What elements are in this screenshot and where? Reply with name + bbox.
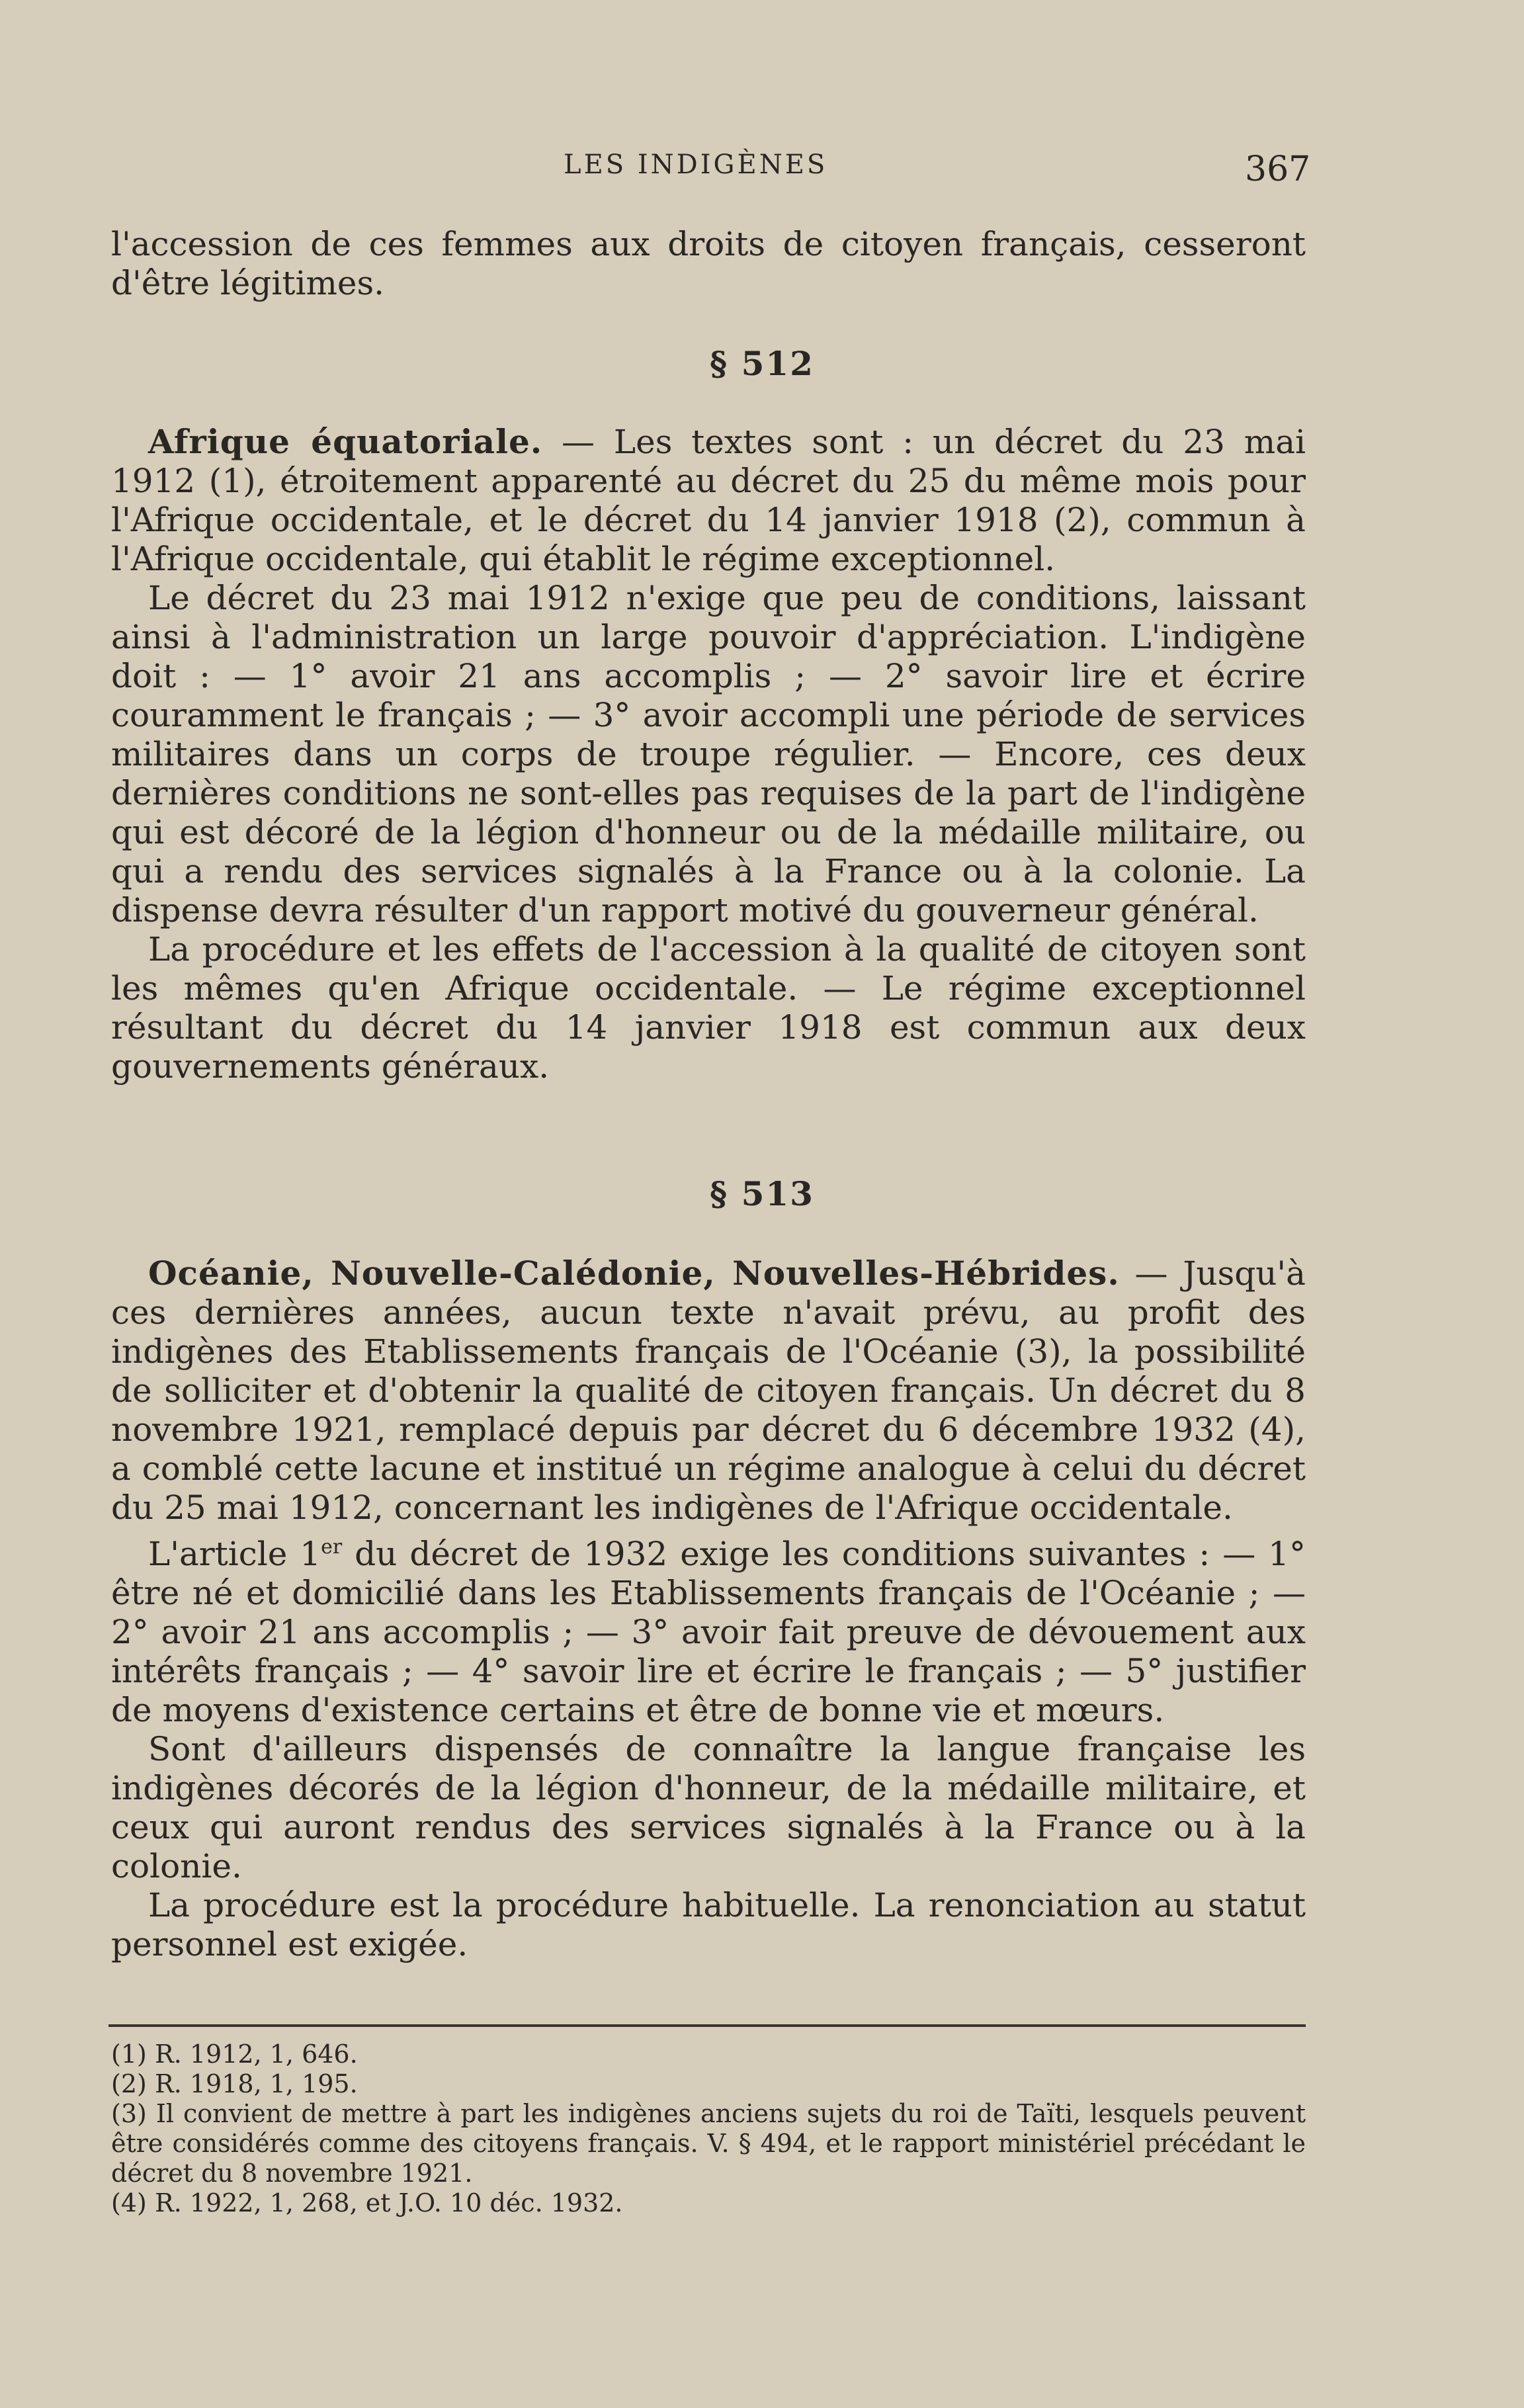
page-header — [0, 150, 1524, 196]
section-512-paragraph-2: Le décret du 23 mai 1912 n'exige que peu de conditions, laissant ainsi à l'administration un large pouvoir d'appréciation. L'indigène doit : — 1° avoir 21 ans accomplis ; — 2° savoir lire et écrire couramment le français ; — 3° avoir accompli une période de services militaires dans un corps de troupe régulier. — Encore, ces deux dernières conditions ne sont-elles pas requises de la part de l'indigène qui est décoré de la légion d'honneur ou de la médaille militaire, ou qui a rendu des services signalés à la France ou à la colonie. La dispense devra résulter d'un rapport motivé du gouverneur général. — [111, 579, 1306, 929]
footnote-text: R. 1912, 1, 646. — [155, 2040, 358, 2069]
footnote-divider — [108, 2024, 1306, 2027]
footnote-text: Il convient de mettre à part les indigènes anciens sujets du roi de Taïti, lesquels peuvent être considérés comme des citoyens français. V. § 494, et le rapport ministériel précédant le décret du 8 novembre 1921. — [111, 2099, 1306, 2188]
section-512-heading: Afrique équatoriale. — [148, 422, 543, 461]
section-513-paragraph-3: Sont d'ailleurs dispensés de connaître la langue française les indigènes décorés de la légion d'honneur, de la médaille militaire, et ceux qui auront rendus des services signalés à la France ou à la colonie. — [111, 1730, 1306, 1885]
footnote-text: R. 1918, 1, 195. — [155, 2069, 358, 2098]
section-512-body — [111, 422, 1306, 1086]
footnote-number: (3) — [111, 2099, 147, 2128]
superscript-er: er — [321, 1535, 343, 1559]
running-title: LES INDIGÈNES — [564, 150, 828, 180]
section-512-number: § 512 — [710, 344, 814, 383]
section-512-paragraph-3: La procédure et les effets de l'accession à la qualité de citoyen sont les mêmes qu'en Afrique occidentale. — Le régime exceptionnel résultant du décret du 14 janvier 1918 est commun aux deux gouvernements généraux. — [111, 930, 1306, 1086]
footnote-number: (4) — [111, 2188, 147, 2217]
section-513-p2-start: L'article 1 — [148, 1535, 321, 1573]
section-513-paragraph-4: La procédure est la procédure habituelle. La renonciation au statut personnel est exigée. — [111, 1886, 1306, 1963]
footnote — [111, 2040, 1306, 2069]
section-513-number: § 513 — [710, 1174, 814, 1213]
section-513-p2-text: du décret de 1932 exige les conditions suivantes : — 1° être né et domicilié dans les Etablissements français de l'Océanie ; — 2° avoir 21 ans accomplis ; — 3° avoir fait preuve de dévouement aux intérêts français ; — 4° savoir lire et écrire le français ; — 5° justifier de moyens d'existence certains et être de bonne vie et mœurs. — [111, 1535, 1306, 1729]
carryover-paragraph: l'accession de ces femmes aux droits de citoyen français, cesseront d'être légitimes. — [111, 225, 1306, 302]
section-512-p1-text: — Les textes sont : un décret du 23 mai 1912 (1), étroitement apparenté au décret du 25 du même mois pour l'Afrique occidentale, et le décret du 14 janvier 1918 (2), commun à l'Afrique occidentale, qui établit le régime exceptionnel. — [111, 423, 1306, 578]
section-513-paragraph-1 — [111, 1254, 1306, 1527]
footnote — [111, 2099, 1306, 2188]
footnote-number: (2) — [111, 2069, 147, 2098]
footnote-number: (1) — [111, 2040, 147, 2069]
section-513-heading: Océanie, Nouvelle-Calédonie, Nouvelles-Hébrides. — [148, 1254, 1120, 1293]
section-513-body — [111, 1254, 1306, 1964]
footnote — [111, 2188, 1306, 2218]
section-513-paragraph-2 — [111, 1527, 1306, 1730]
carryover-block — [111, 225, 1306, 303]
section-513-p1-text: — Jusqu'à ces dernières années, aucun texte n'avait prévu, au profit des indigènes des Etablissements français de l'Océanie (3), la possibilité de solliciter et d'obtenir la qualité de citoyen français. Un décret du 8 novembre 1921, remplacé depuis par décret du 6 décembre 1932 (4), a comblé cette lacune et institué un régime analogue à celui du décret du 25 mai 1912, concernant les indigènes de l'Afrique occidentale. — [111, 1254, 1306, 1527]
footnote-text: R. 1922, 1, 268, et J.O. 10 déc. 1932. — [155, 2188, 623, 2217]
page-number: 367 — [1245, 150, 1311, 189]
footnote — [111, 2069, 1306, 2099]
footnotes — [111, 2040, 1306, 2218]
section-512-paragraph-1 — [111, 422, 1306, 579]
